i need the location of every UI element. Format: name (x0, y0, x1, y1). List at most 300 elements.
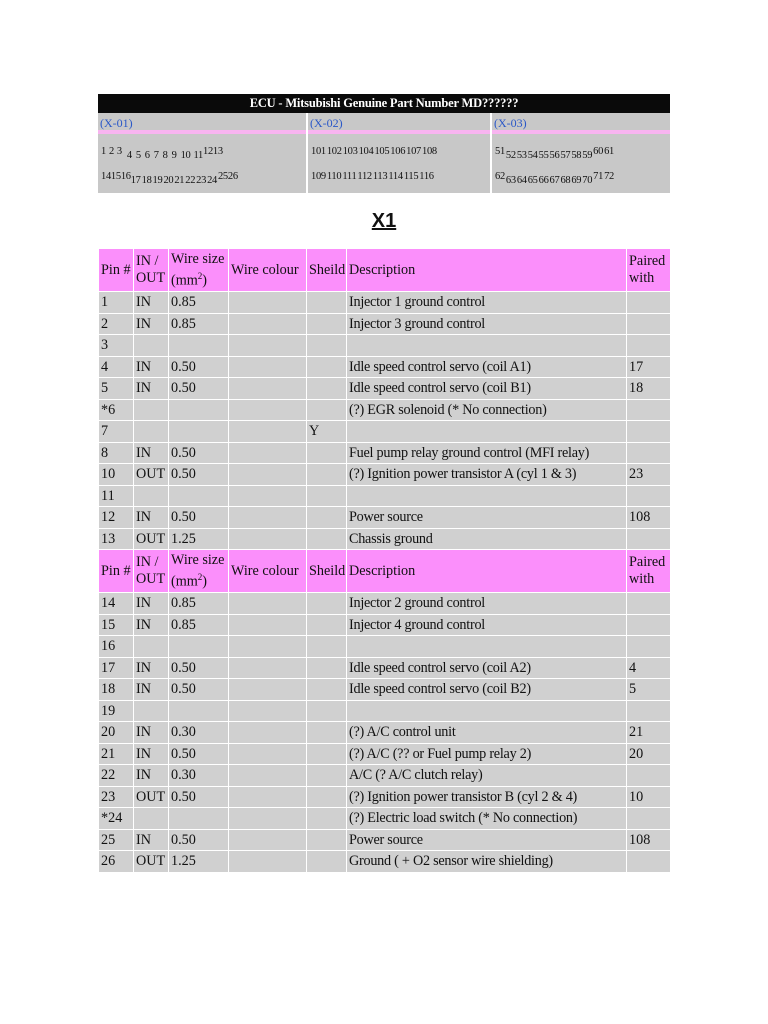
cell-description: Idle speed control servo (coil B2) (347, 679, 627, 701)
header-wire-size-close: ) (202, 272, 208, 289)
cell-description: Idle speed control servo (coil A2) (347, 657, 627, 679)
section-title: X1 (371, 210, 397, 232)
header-pin: Pin # (99, 550, 134, 593)
connector-pin-53: 53 (516, 150, 527, 161)
cell-wire-colour (229, 786, 307, 808)
cell-paired-with (627, 528, 671, 550)
header-wire-colour: Wire colour (229, 550, 307, 593)
cell-description: (?) Electric load switch (* No connection) (347, 808, 627, 830)
cell-inout: OUT (134, 464, 169, 486)
cell-inout: IN (134, 442, 169, 464)
connector-pin-17: 17 (130, 175, 141, 186)
cell-description (347, 485, 627, 507)
connector-pin-111: 111 (342, 171, 357, 182)
cell-description: Injector 2 ground control (347, 593, 627, 615)
connector-pin-25: 25 (217, 171, 228, 182)
connector-pin-61: 61 (604, 146, 614, 157)
connector-stripe (98, 130, 306, 134)
cell-pin: 22 (99, 765, 134, 787)
connector-pin-105: 105 (374, 146, 390, 157)
cell-wire-colour (229, 765, 307, 787)
cell-wire-size: 0.50 (169, 507, 229, 529)
connector-pin-57: 57 (560, 150, 571, 161)
cell-inout (134, 700, 169, 722)
cell-shield (307, 442, 347, 464)
connector-diagram (98, 94, 670, 193)
cell-wire-colour (229, 356, 307, 378)
cell-wire-colour (229, 636, 307, 658)
connector-pin-15: 15 (110, 171, 121, 182)
cell-wire-size (169, 485, 229, 507)
table-header-row (99, 249, 671, 292)
table-row (99, 786, 671, 808)
cell-shield (307, 851, 347, 873)
cell-wire-colour (229, 808, 307, 830)
cell-inout: IN (134, 657, 169, 679)
cell-pin: *6 (99, 399, 134, 421)
header-shield: Sheild (307, 550, 347, 593)
connector-pin-115: 115 (403, 171, 419, 182)
connector-pin-7: 7 (153, 150, 159, 161)
cell-pin: 16 (99, 636, 134, 658)
connector-pin-52: 52 (505, 150, 516, 161)
cell-paired-with (627, 399, 671, 421)
cell-shield (307, 614, 347, 636)
cell-description: (?) Ignition power transistor A (cyl 1 & 3) (347, 464, 627, 486)
cell-wire-colour (229, 722, 307, 744)
connector-x02-pins-top (311, 146, 438, 157)
connector-label-x02[interactable]: (X-02) (310, 116, 343, 130)
table-row (99, 808, 671, 830)
cell-inout: IN (134, 722, 169, 744)
table-row (99, 679, 671, 701)
header-paired-line2: with (629, 571, 655, 587)
cell-wire-colour (229, 378, 307, 400)
cell-pin: 2 (99, 313, 134, 335)
cell-description: (?) EGR solenoid (* No connection) (347, 399, 627, 421)
connector-pin-19: 19 (152, 175, 163, 186)
cell-wire-colour (229, 679, 307, 701)
cell-wire-size: 0.50 (169, 442, 229, 464)
cell-paired-with (627, 335, 671, 357)
table-row (99, 464, 671, 486)
connector-pin-114: 114 (388, 171, 403, 182)
cell-pin: 18 (99, 679, 134, 701)
table-row (99, 743, 671, 765)
cell-wire-size: 0.50 (169, 786, 229, 808)
cell-inout: OUT (134, 528, 169, 550)
cell-description: Fuel pump relay ground control (MFI relay) (347, 442, 627, 464)
cell-inout (134, 399, 169, 421)
connector-pin-51: 51 (495, 146, 505, 157)
cell-shield (307, 700, 347, 722)
connector-pin-101: 101 (311, 146, 326, 157)
connector-pin-104: 104 (358, 146, 374, 157)
cell-inout (134, 335, 169, 357)
connector-pin-21: 21 (174, 175, 185, 186)
cell-wire-size: 0.50 (169, 829, 229, 851)
table-row (99, 292, 671, 314)
cell-wire-colour (229, 507, 307, 529)
cell-wire-colour (229, 851, 307, 873)
cell-pin: 3 (99, 335, 134, 357)
cell-description: Injector 1 ground control (347, 292, 627, 314)
connector-x01-pins-top (101, 146, 223, 161)
cell-description (347, 700, 627, 722)
connector-pin-13: 13 (212, 146, 223, 157)
cell-wire-colour (229, 313, 307, 335)
cell-inout: IN (134, 292, 169, 314)
connector-stripe (308, 130, 490, 134)
connector-pin-72: 72 (604, 171, 614, 182)
header-paired (627, 550, 671, 593)
cell-wire-size: 0.85 (169, 313, 229, 335)
cell-description: (?) A/C (?? or Fuel pump relay 2) (347, 743, 627, 765)
cell-paired-with (627, 851, 671, 873)
cell-wire-size: 0.50 (169, 378, 229, 400)
cell-pin: 7 (99, 421, 134, 443)
cell-inout: IN (134, 593, 169, 615)
cell-pin: 21 (99, 743, 134, 765)
connector-pin-9: 9 (171, 150, 177, 161)
cell-shield (307, 829, 347, 851)
cell-paired-with (627, 593, 671, 615)
cell-pin: 17 (99, 657, 134, 679)
header-inout-line2: OUT (136, 270, 166, 286)
cell-paired-with: 108 (627, 507, 671, 529)
table-row (99, 442, 671, 464)
connector-pin-5: 5 (135, 150, 141, 161)
connector-pin-65: 65 (527, 175, 538, 186)
connector-pin-55: 55 (538, 150, 549, 161)
header-shield: Sheild (307, 249, 347, 292)
header-wire-size-sup: 2 (197, 571, 203, 582)
connector-x03-pins-top (495, 146, 615, 161)
cell-pin: 19 (99, 700, 134, 722)
connector-pin-3: 3 (116, 146, 122, 157)
cell-inout: IN (134, 679, 169, 701)
cell-wire-colour (229, 464, 307, 486)
cell-wire-size: 0.50 (169, 356, 229, 378)
header-pin: Pin # (99, 249, 134, 292)
connector-pin-54: 54 (527, 150, 538, 161)
connector-pin-10: 10 (180, 150, 191, 161)
cell-paired-with: 17 (627, 356, 671, 378)
cell-description: Injector 3 ground control (347, 313, 627, 335)
cell-shield (307, 378, 347, 400)
cell-wire-size: 0.85 (169, 614, 229, 636)
table-row (99, 700, 671, 722)
cell-inout (134, 636, 169, 658)
connector-pin-67: 67 (549, 175, 560, 186)
connector-pin-66: 66 (538, 175, 549, 186)
connector-pin-71: 71 (593, 171, 604, 182)
cell-wire-size: 0.50 (169, 743, 229, 765)
header-wire-colour: Wire colour (229, 249, 307, 292)
header-wire-size-sup: 2 (197, 270, 203, 281)
cell-wire-colour (229, 485, 307, 507)
cell-wire-size (169, 636, 229, 658)
cell-shield: Y (307, 421, 347, 443)
connector-pin-112: 112 (357, 171, 372, 182)
cell-shield (307, 356, 347, 378)
header-paired-line1: Paired (629, 253, 666, 269)
cell-pin: 23 (99, 786, 134, 808)
connector-pin-11: 11 (193, 150, 203, 161)
connector-stripe (492, 130, 670, 134)
cell-pin: 4 (99, 356, 134, 378)
connector-pin-16: 16 (120, 171, 131, 182)
cell-shield (307, 636, 347, 658)
connector-pin-22: 22 (185, 175, 196, 186)
cell-paired-with (627, 700, 671, 722)
cell-description: (?) A/C control unit (347, 722, 627, 744)
cell-paired-with (627, 421, 671, 443)
header-paired-line2: with (629, 270, 655, 286)
cell-inout: IN (134, 765, 169, 787)
connector-divider (490, 113, 492, 193)
connector-pin-8: 8 (162, 150, 168, 161)
table-row (99, 507, 671, 529)
cell-pin: 13 (99, 528, 134, 550)
cell-pin: 8 (99, 442, 134, 464)
table-row (99, 421, 671, 443)
connector-pin-103: 103 (342, 146, 358, 157)
cell-paired-with (627, 636, 671, 658)
connector-pin-20: 20 (163, 175, 174, 186)
cell-inout: IN (134, 614, 169, 636)
cell-description: (?) Ignition power transistor B (cyl 2 & 4) (347, 786, 627, 808)
cell-inout: IN (134, 313, 169, 335)
cell-wire-colour (229, 657, 307, 679)
cell-description: Chassis ground (347, 528, 627, 550)
cell-wire-colour (229, 292, 307, 314)
header-inout-line1: IN / (136, 554, 159, 570)
cell-shield (307, 765, 347, 787)
cell-wire-size: 0.85 (169, 292, 229, 314)
cell-description: A/C (? A/C clutch relay) (347, 765, 627, 787)
cell-wire-size: 1.25 (169, 528, 229, 550)
table-row (99, 378, 671, 400)
header-description: Description (347, 249, 627, 292)
cell-shield (307, 292, 347, 314)
cell-description: Power source (347, 507, 627, 529)
connector-pin-24: 24 (207, 175, 217, 186)
table-row (99, 356, 671, 378)
header-inout (134, 550, 169, 593)
table-row (99, 593, 671, 615)
cell-pin: 10 (99, 464, 134, 486)
cell-pin: 26 (99, 851, 134, 873)
header-wire-size-line1: Wire size (171, 250, 225, 267)
cell-paired-with: 5 (627, 679, 671, 701)
cell-inout: OUT (134, 851, 169, 873)
connector-pin-1: 1 (101, 146, 106, 157)
connector-pin-60: 60 (593, 146, 604, 157)
cell-wire-size: 0.30 (169, 722, 229, 744)
cell-shield (307, 313, 347, 335)
cell-paired-with (627, 485, 671, 507)
connector-pin-110: 110 (326, 171, 342, 182)
cell-inout: IN (134, 507, 169, 529)
cell-description: Idle speed control servo (coil B1) (347, 378, 627, 400)
table-row (99, 829, 671, 851)
header-wire-size-line1: Wire size (171, 551, 225, 568)
cell-shield (307, 528, 347, 550)
cell-shield (307, 335, 347, 357)
connector-x03-pins-bottom (495, 171, 615, 186)
connector-pin-2: 2 (108, 146, 114, 157)
connector-pin-63: 63 (505, 175, 516, 186)
connector-label-x03[interactable]: (X-03) (494, 116, 527, 130)
cell-wire-size (169, 399, 229, 421)
cell-description: Injector 4 ground control (347, 614, 627, 636)
cell-wire-colour (229, 399, 307, 421)
cell-wire-size: 0.50 (169, 657, 229, 679)
cell-inout: OUT (134, 786, 169, 808)
cell-wire-size: 0.85 (169, 593, 229, 615)
cell-inout: IN (134, 378, 169, 400)
connector-pin-107: 107 (406, 146, 422, 157)
connector-pin-4: 4 (126, 150, 132, 161)
cell-pin: 25 (99, 829, 134, 851)
connector-pin-62: 62 (495, 171, 505, 182)
connector-pin-23: 23 (196, 175, 207, 186)
header-wire-size-line2: (mm (171, 272, 198, 289)
table-row (99, 657, 671, 679)
connector-pin-59: 59 (582, 150, 593, 161)
cell-paired-with: 4 (627, 657, 671, 679)
header-wire-size-close: ) (202, 573, 208, 590)
cell-pin: 15 (99, 614, 134, 636)
cell-wire-size: 0.50 (169, 464, 229, 486)
connector-pin-113: 113 (372, 171, 388, 182)
cell-paired-with (627, 313, 671, 335)
cell-paired-with (627, 808, 671, 830)
cell-shield (307, 399, 347, 421)
connector-label-x01[interactable]: (X-01) (100, 116, 133, 130)
cell-inout: IN (134, 829, 169, 851)
connector-pin-64: 64 (516, 175, 527, 186)
cell-shield (307, 786, 347, 808)
connector-pin-102: 102 (326, 146, 342, 157)
cell-paired-with (627, 292, 671, 314)
cell-paired-with (627, 765, 671, 787)
cell-wire-size (169, 700, 229, 722)
cell-shield (307, 464, 347, 486)
cell-inout: IN (134, 356, 169, 378)
header-description: Description (347, 550, 627, 593)
cell-paired-with (627, 614, 671, 636)
table-row (99, 313, 671, 335)
cell-wire-size: 0.30 (169, 765, 229, 787)
connector-pin-68: 68 (560, 175, 571, 186)
connector-pin-106: 106 (390, 146, 406, 157)
connector-x02-pins-bottom (311, 171, 435, 182)
header-inout (134, 249, 169, 292)
cell-pin: 1 (99, 292, 134, 314)
cell-description (347, 421, 627, 443)
pinout-table (98, 248, 671, 873)
cell-shield (307, 743, 347, 765)
connector-pin-26: 26 (227, 171, 238, 182)
table-row (99, 399, 671, 421)
cell-inout: IN (134, 743, 169, 765)
cell-wire-colour (229, 421, 307, 443)
cell-description (347, 636, 627, 658)
cell-wire-colour (229, 743, 307, 765)
cell-pin: 14 (99, 593, 134, 615)
cell-inout (134, 485, 169, 507)
cell-wire-colour (229, 829, 307, 851)
ecu-title: ECU - Mitsubishi Genuine Part Number MD?????? (98, 94, 670, 113)
header-inout-line1: IN / (136, 253, 159, 269)
cell-paired-with: 10 (627, 786, 671, 808)
table-row (99, 722, 671, 744)
cell-description: Idle speed control servo (coil A1) (347, 356, 627, 378)
connector-pin-6: 6 (144, 150, 150, 161)
cell-description (347, 335, 627, 357)
cell-wire-colour (229, 335, 307, 357)
cell-shield (307, 657, 347, 679)
cell-wire-colour (229, 528, 307, 550)
connector-pin-58: 58 (571, 150, 582, 161)
cell-pin: 5 (99, 378, 134, 400)
cell-shield (307, 722, 347, 744)
table-row (99, 335, 671, 357)
cell-shield (307, 679, 347, 701)
connector-pin-56: 56 (549, 150, 560, 161)
cell-description: Ground ( + O2 sensor wire shielding) (347, 851, 627, 873)
connector-pin-12: 12 (203, 146, 213, 157)
cell-shield (307, 485, 347, 507)
table-row (99, 636, 671, 658)
header-paired-line1: Paired (629, 554, 666, 570)
cell-shield (307, 593, 347, 615)
connector-x01-pins-bottom (101, 171, 238, 186)
table-header-row (99, 550, 671, 593)
header-paired (627, 249, 671, 292)
cell-pin: 20 (99, 722, 134, 744)
cell-paired-with: 18 (627, 378, 671, 400)
table-row (99, 528, 671, 550)
cell-pin: 12 (99, 507, 134, 529)
header-wire-size (169, 249, 229, 292)
cell-wire-size (169, 808, 229, 830)
header-wire-size-line2: (mm (171, 573, 198, 590)
connector-pin-116: 116 (419, 171, 434, 182)
cell-inout (134, 808, 169, 830)
cell-wire-colour (229, 614, 307, 636)
cell-wire-size: 0.50 (169, 679, 229, 701)
cell-paired-with: 108 (627, 829, 671, 851)
cell-wire-colour (229, 442, 307, 464)
cell-shield (307, 507, 347, 529)
cell-wire-colour (229, 593, 307, 615)
cell-wire-colour (229, 700, 307, 722)
table-row (99, 614, 671, 636)
connector-pin-70: 70 (582, 175, 593, 186)
cell-paired-with (627, 442, 671, 464)
cell-wire-size (169, 335, 229, 357)
table-row (99, 485, 671, 507)
cell-paired-with: 20 (627, 743, 671, 765)
connector-divider (306, 113, 308, 193)
cell-wire-size (169, 421, 229, 443)
cell-paired-with: 23 (627, 464, 671, 486)
cell-inout (134, 421, 169, 443)
cell-wire-size: 1.25 (169, 851, 229, 873)
